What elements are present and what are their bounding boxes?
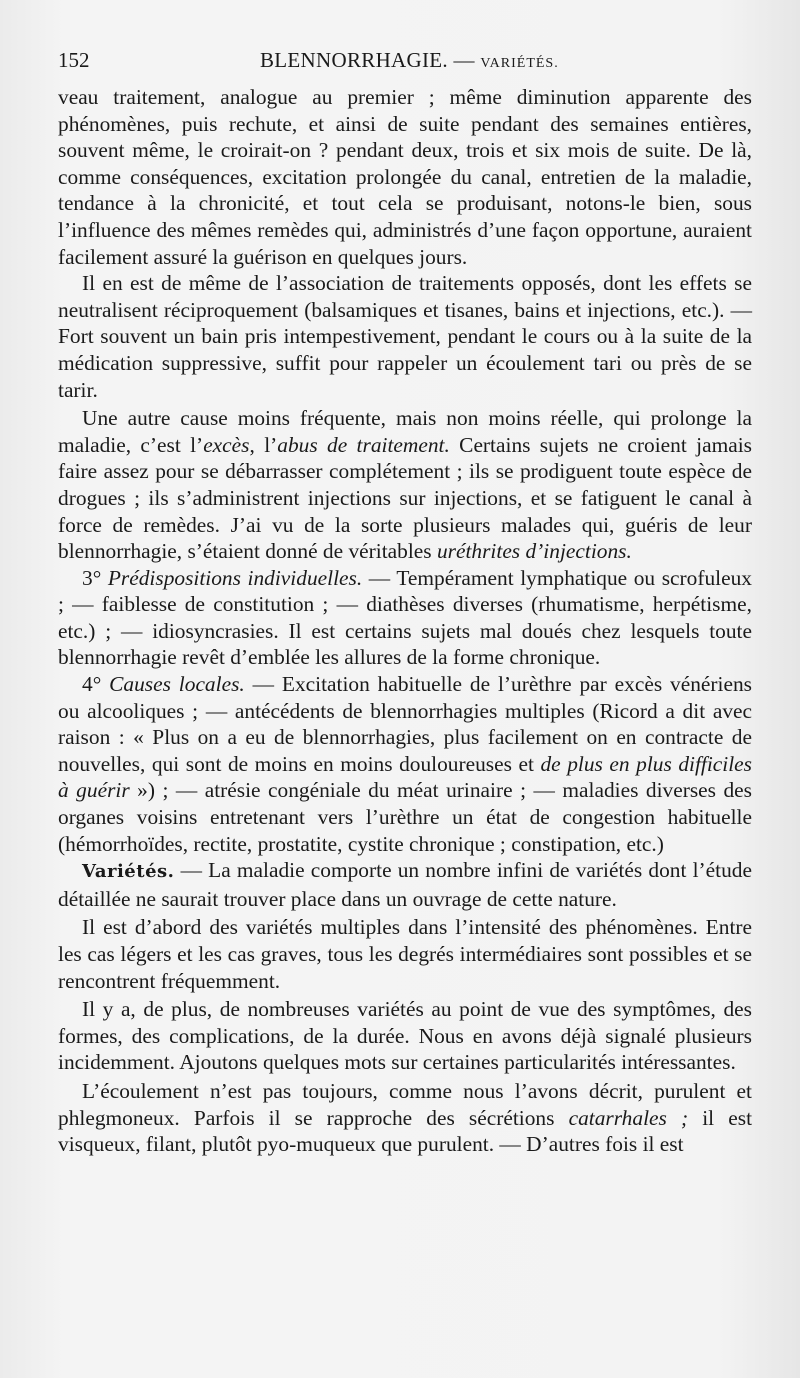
p9-italic: catarrhales ; <box>568 1105 689 1130</box>
body-text <box>58 84 752 1158</box>
p9-text-b: il est visqueux, filant, plutôt pyo-muqueux que purulent. — D’autres fois il est <box>58 1105 753 1157</box>
p5-heading: Causes locales. <box>109 672 245 697</box>
paragraph-3 <box>58 405 752 565</box>
paragraph-4 <box>58 565 752 671</box>
p3-italic-2: abus de traitement. <box>277 432 450 457</box>
p3-text-a: Une autre cause moins fréquente, mais non moins réelle, qui prolonge la maladie, c’est l’ <box>58 406 752 457</box>
paragraph-6 <box>58 857 752 912</box>
paragraph-9 <box>58 1078 752 1158</box>
section-heading-varietes: Variétés. <box>82 861 175 883</box>
running-header <box>58 48 758 78</box>
paragraph-8: Il y a, de plus, de nombreuses variétés au point de vue des symptômes, des formes, des complications, de la durée. Nous en avons déjà signalé plusieurs incidemment. Ajoutons quelques mots sur certaines particularités intéressantes. <box>58 997 752 1075</box>
p3-italic-1: excès <box>203 432 250 457</box>
p5-text-b: ») ; — atrésie congéniale du méat urinaire ; — maladies diverses des organes voisins entretenant vers l’urèthre un état de congestion habituelle (hémorrhoïdes, rectite, prostatite, cystite chronique ; constipation, etc.) <box>58 778 752 856</box>
running-title <box>260 48 559 73</box>
paragraph-5 <box>58 671 752 857</box>
paragraph-1: veau traitement, analogue au premier ; même diminution apparente des phénomènes, puis rechute, et ainsi de suite pendant des semaines entières, souvent même, le croirait-on ? pendant deux, trois et six mois de suite. De là, comme conséquences, excitation prolongée du canal, entretien de la maladie, tendance à la chronicité, et tout cela se produisant, notons-le bien, sous l’influence des mêmes remèdes qui, administrés d’une façon opportune, auraient facilement assuré la guérison en quelques jours. <box>58 85 752 269</box>
p5-text-a: — Excitation habituelle de l’urèthre par excès vénériens ou alcooliques ; — antécédents de blennorrhagies multiples (Ricord a dit avec raison : « Plus on a eu de blennorrhagies, plus facilement on en contracte de nouvelles, qui sont de moins en moins douloureuses et <box>58 672 752 776</box>
p5-number: 4° <box>82 672 110 697</box>
p9-text-a: L’écoulement n’est pas toujours, comme nous l’avons décrit, purulent et phlegmoneux. Parfois il se rapproche des sécrétions <box>58 1078 752 1130</box>
p3-text-b: , l’ <box>249 432 278 457</box>
p3-text-c: Certains sujets ne croient jamais faire assez pour se débarrasser complétement ; ils se prodiguent toute espèce de drogues ; ils s’administrent injections sur injections, et se fatiguent le canal à force de remèdes. J’ai vu de la sorte plusieurs malades qui, guéris de leur blennorrhagie, s’étaient donné de véritables <box>58 432 752 564</box>
p4-number: 3° <box>82 565 108 590</box>
p5-italic-quote: de plus en plus difficiles à guérir <box>58 751 752 803</box>
paragraph-7: Il est d’abord des variétés multiples dans l’intensité des phénomènes. Entre les cas légers et les cas graves, tous les degrés intermédiaires sont possibles et se rencontrent fréquemment. <box>58 915 752 993</box>
page-number: 152 <box>58 48 90 72</box>
running-title-main: BLENNORRHAGIE. — <box>260 48 475 72</box>
paragraph-2: Il en est de même de l’association de traitements opposés, dont les effets se neutralisent réciproquement (balsamiques et tisanes, bains et injections, etc.). — Fort souvent un bain pris intempestivement, pendant le cours ou à la suite de la médication suppressive, suffit pour rappeler un écoulement tari ou près de se tarir. <box>58 271 752 402</box>
p3-italic-3: uréthrites d’injections. <box>436 539 632 564</box>
p4-text: — Tempérament lymphatique ou scrofuleux ; — faiblesse de constitution ; — diathèses diverses (rhumatisme, herpétisme, etc.) ; — idiosyncrasies. Il est certains sujets mal doués chez lesquels toute blennorrhagie revêt d’emblée les allures de la forme chronique. <box>58 565 752 670</box>
running-title-section: VARIÉTÉS. <box>480 56 559 71</box>
p4-heading: Prédispositions individuelles. <box>107 565 363 590</box>
p6-text: — La maladie comporte un nombre infini de variétés dont l’étude détaillée ne saurait trouver place dans un ouvrage de cette nature. <box>58 858 752 911</box>
